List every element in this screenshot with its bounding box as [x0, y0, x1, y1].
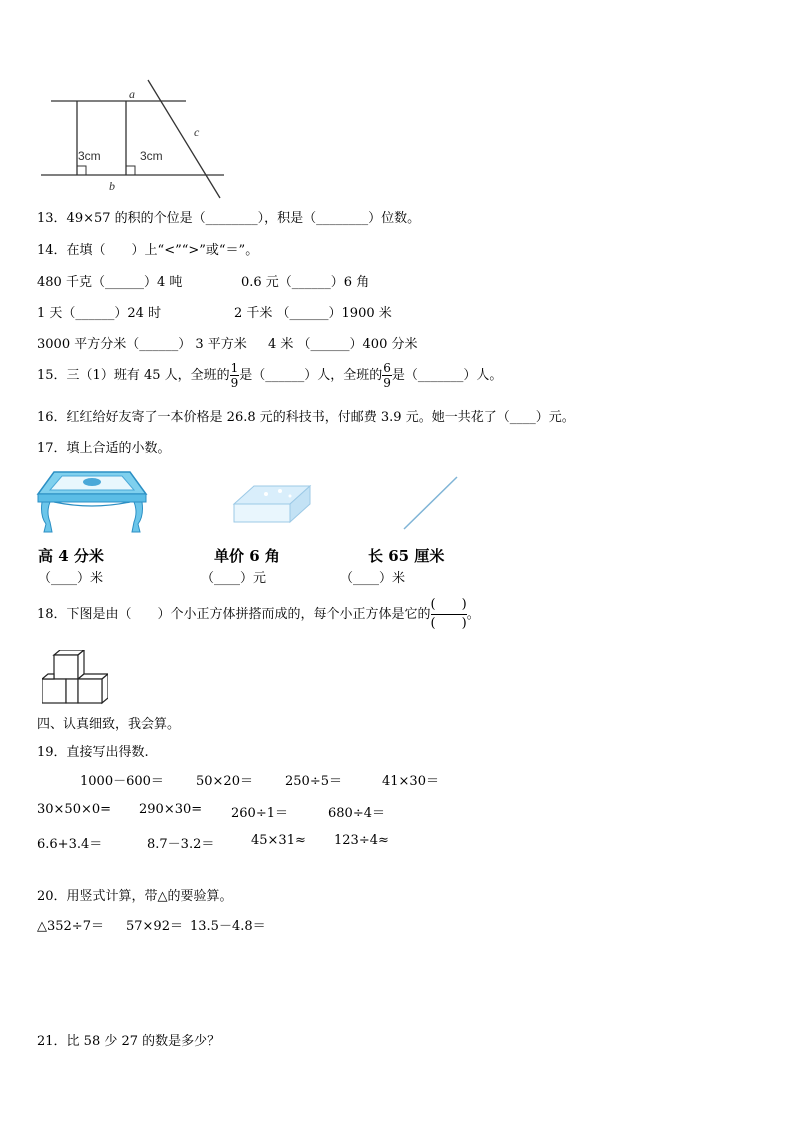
height-label-2: 3cm: [140, 149, 163, 163]
section-4-heading: 四、认真细致，我会算。: [37, 717, 181, 732]
table-illustration-icon: [36, 468, 148, 538]
q15-part3: 是（_______）人。: [391, 368, 503, 383]
q14-row1-a: 480 千克（______）4 吨: [37, 275, 183, 290]
caption-table-height: 高 4 分米: [38, 547, 104, 565]
q15-part2: 是（______）人，全班的: [239, 368, 383, 383]
q19-r3-c4: 123÷4≈: [334, 833, 389, 848]
answer-table-height: （____）米: [38, 571, 104, 586]
fraction-one-ninth: $\frac{1}{9}$: [230, 361, 239, 390]
q19-r2-c3: 260÷1＝: [231, 806, 288, 821]
question-13: 13．49×57 的积的个位是（________），积是（________）位数。: [37, 211, 421, 226]
q19-r3-c1: 6.6+3.4＝: [37, 837, 103, 852]
q19-r1-c1: 1000－600＝: [80, 774, 164, 789]
q14-row3-a: 3000 平方分米（______） 3 平方米: [37, 337, 247, 352]
q19-r3-c2: 8.7－3.2＝: [147, 837, 215, 852]
label-c: c: [194, 125, 200, 139]
parallel-lines-figure: [36, 78, 236, 200]
q19-r2-c4: 680÷4＝: [328, 806, 385, 821]
fraction-six-ninths: $\frac{6}{9}$: [383, 361, 391, 390]
label-b: b: [109, 179, 115, 193]
caption-eraser-price: 单价 6 角: [214, 547, 280, 565]
question-15: [37, 361, 502, 391]
q19-r1-c3: 250÷5＝: [285, 774, 342, 789]
q14-row1-b: 0.6 元（______）6 角: [241, 275, 370, 290]
eraser-illustration-icon: [230, 480, 314, 528]
q19-r1-c2: 50×20＝: [196, 774, 253, 789]
question-18: 18．下图是由（ ）个小正方体拼搭而成的，每个小正方体是它的 ( ) ( ) 。: [37, 597, 480, 631]
q14-row2-b: 2 千米 （______）1900 米: [234, 306, 392, 321]
q20-item-1: △352÷7＝: [37, 919, 104, 934]
caption-stick-length: 长 65 厘米: [368, 547, 445, 565]
answer-eraser-price: （____）元: [201, 571, 267, 586]
q19-r2-c2: 290×30=: [139, 802, 203, 817]
question-20-title: 20．用竖式计算，带△的要验算。: [37, 889, 233, 904]
q19-r2-c1: 30×50×0=: [37, 802, 112, 817]
q14-row3-b: 4 米 （______）400 分米: [268, 337, 418, 352]
q14-row2-a: 1 天（______）24 时: [37, 306, 162, 321]
label-a: a: [129, 87, 135, 101]
question-21: 21．比 58 少 27 的数是多少？: [37, 1034, 221, 1049]
cubes-figure: [42, 650, 108, 708]
q18-blank-fraction: ( ) ( ): [430, 597, 467, 631]
stick-illustration-icon: [400, 474, 462, 532]
answer-stick-length: （____）米: [340, 571, 406, 586]
question-19-title: 19．直接写出得数.: [37, 745, 149, 760]
question-17-title: 17．填上合适的小数。: [37, 441, 171, 456]
q18-text: 18．下图是由（ ）个小正方体拼搭而成的，每个小正方体是它的: [37, 607, 431, 622]
q19-r3-c3: 45×31≈: [251, 833, 306, 848]
q15-part1: 15．三（1）班有 45 人，全班的: [37, 368, 230, 383]
q19-r1-c4: 41×30＝: [382, 774, 439, 789]
q20-item-2: 57×92＝: [126, 919, 183, 934]
question-16: 16．红红给好友寄了一本价格是 26.8 元的科技书，付邮费 3.9 元。她一共花了（____）元。: [37, 410, 575, 425]
q20-item-3: 13.5－4.8＝: [190, 919, 266, 934]
question-14-title: 14．在填（ ）上“<”“>”或“＝”。: [37, 243, 259, 258]
height-label-1: 3cm: [78, 149, 101, 163]
